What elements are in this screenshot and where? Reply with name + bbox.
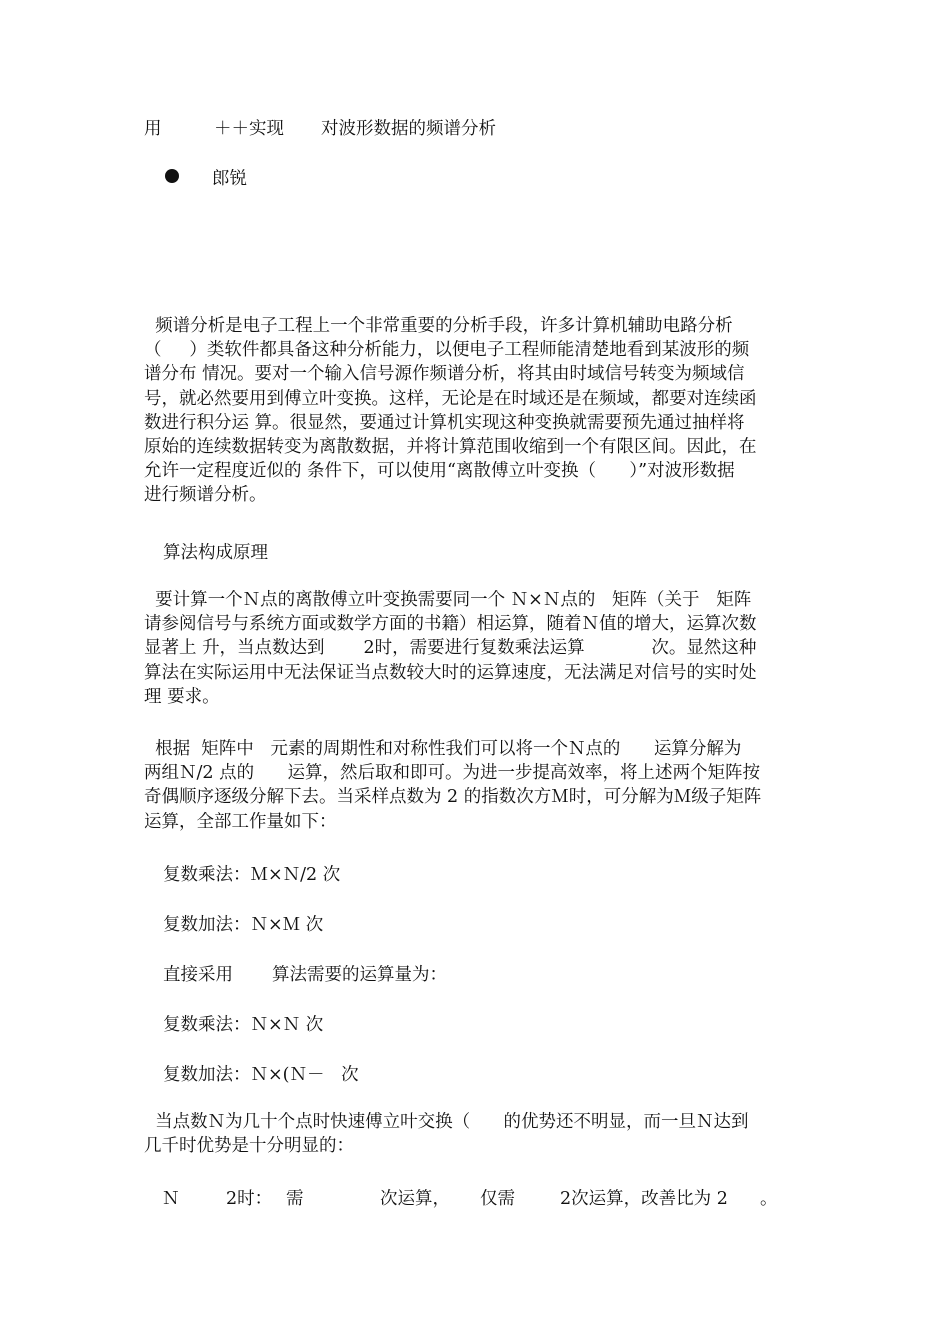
- paragraph-line: 频谱分析是电子工程上一个非常重要的分析手段，许多计算机辅助电路分析: [144, 316, 733, 336]
- bullet-icon: [165, 169, 179, 183]
- paragraph-line: 理 要求。: [144, 686, 220, 707]
- paragraph-line: 号，就必然要用到傅立叶变换。这样，无论是在时域还是在频域，都要对连续函: [144, 388, 757, 409]
- fft-multiplication-count: 复数乘法：Ｍ×Ｎ/2 次: [163, 865, 341, 885]
- paragraph-line: 根据 矩阵中 元素的周期性和对称性我们可以将一个Ｎ点的 运算分解为: [144, 739, 742, 759]
- paragraph-line: （ ）类软件都具备这种分析能力，以便电子工程师能清楚地看到某波形的频: [144, 340, 750, 361]
- decomposition-paragraph: [144, 737, 809, 834]
- comparison-ops-ratio: 2次运算，改善比为 2: [560, 1189, 728, 1209]
- paragraph-line: 要计算一个Ｎ点的离散傅立叶变换需要同一个 Ｎ×Ｎ点的 矩阵（关于 矩阵: [144, 590, 752, 610]
- comparison-n: Ｎ: [162, 1189, 180, 1209]
- paragraph-line: 原始的连续数据转变为离散数据，并将计算范围收缩到一个有限区间。因此，在: [144, 436, 757, 457]
- comparison-needs: 需: [286, 1189, 304, 1209]
- matrix-paragraph: [144, 588, 809, 709]
- paragraph-line: 显著上 升，当点数达到 2时，需要进行复数乘法运算 次。显然这种: [144, 638, 757, 659]
- paragraph-line: 谱分布 情况。要对一个输入信号源作频谱分析，将其由时域信号转变为频域信: [144, 364, 745, 385]
- paragraph-line: 奇偶顺序逐级分解下去。当采样点数为 2 的指数次方Ｍ时，可分解为Ｍ级子矩阵: [144, 787, 762, 808]
- comparison-ops: 次运算，: [380, 1189, 450, 1209]
- intro-paragraph: [144, 314, 809, 508]
- author-name: 郎锐: [212, 169, 247, 189]
- title-middle: ＋＋实现: [214, 119, 284, 139]
- paragraph-line: 当点数Ｎ为几十个点时快速傅立叶交换（ 的优势还不明显，而一旦Ｎ达到: [144, 1112, 749, 1132]
- paragraph-line: 几千时优势是十分明显的：: [144, 1136, 354, 1157]
- comparison-paragraph: [144, 1110, 809, 1158]
- paragraph-line: 两组Ｎ/2 点的 运算，然后取和即可。为进一步提高效率，将上述两个矩阵按: [144, 763, 760, 784]
- comparison-only-needs: 仅需: [480, 1189, 515, 1209]
- dft-addition-count: 复数加法：Ｎ×(Ｎ－ 次: [163, 1065, 359, 1085]
- paragraph-line: 进行频谱分析。: [144, 485, 267, 506]
- fft-addition-count: 复数加法：Ｎ×Ｍ 次: [163, 915, 324, 935]
- comparison-end: 。: [760, 1189, 778, 1209]
- paragraph-line: 数进行积分运 算。很显然，要通过计算机实现这种变换就需要预先通过抽样将: [144, 412, 745, 433]
- title-prefix: 用: [144, 119, 162, 139]
- paragraph-line: 请参阅信号与系统方面或数学方面的书籍）相运算，随着Ｎ值的增大，运算次数: [144, 614, 757, 635]
- comparison-when: 2时：: [226, 1189, 273, 1209]
- paragraph-line: 允许一定程度近似的 条件下，可以使用“离散傅立叶变换（ ）”对波形数据: [144, 461, 735, 482]
- title-suffix: 对波形数据的频谱分析: [321, 119, 496, 139]
- paragraph-line: 算法在实际运用中无法保证当点数较大时的运算速度，无法满足对信号的实时处: [144, 662, 757, 683]
- section-heading: 算法构成原理: [163, 543, 268, 563]
- dft-multiplication-count: 复数乘法：Ｎ×Ｎ 次: [163, 1015, 324, 1035]
- direct-method-intro: 直接采用 算法需要的运算量为：: [163, 965, 447, 985]
- paragraph-line: 运算，全部工作量如下：: [144, 811, 337, 832]
